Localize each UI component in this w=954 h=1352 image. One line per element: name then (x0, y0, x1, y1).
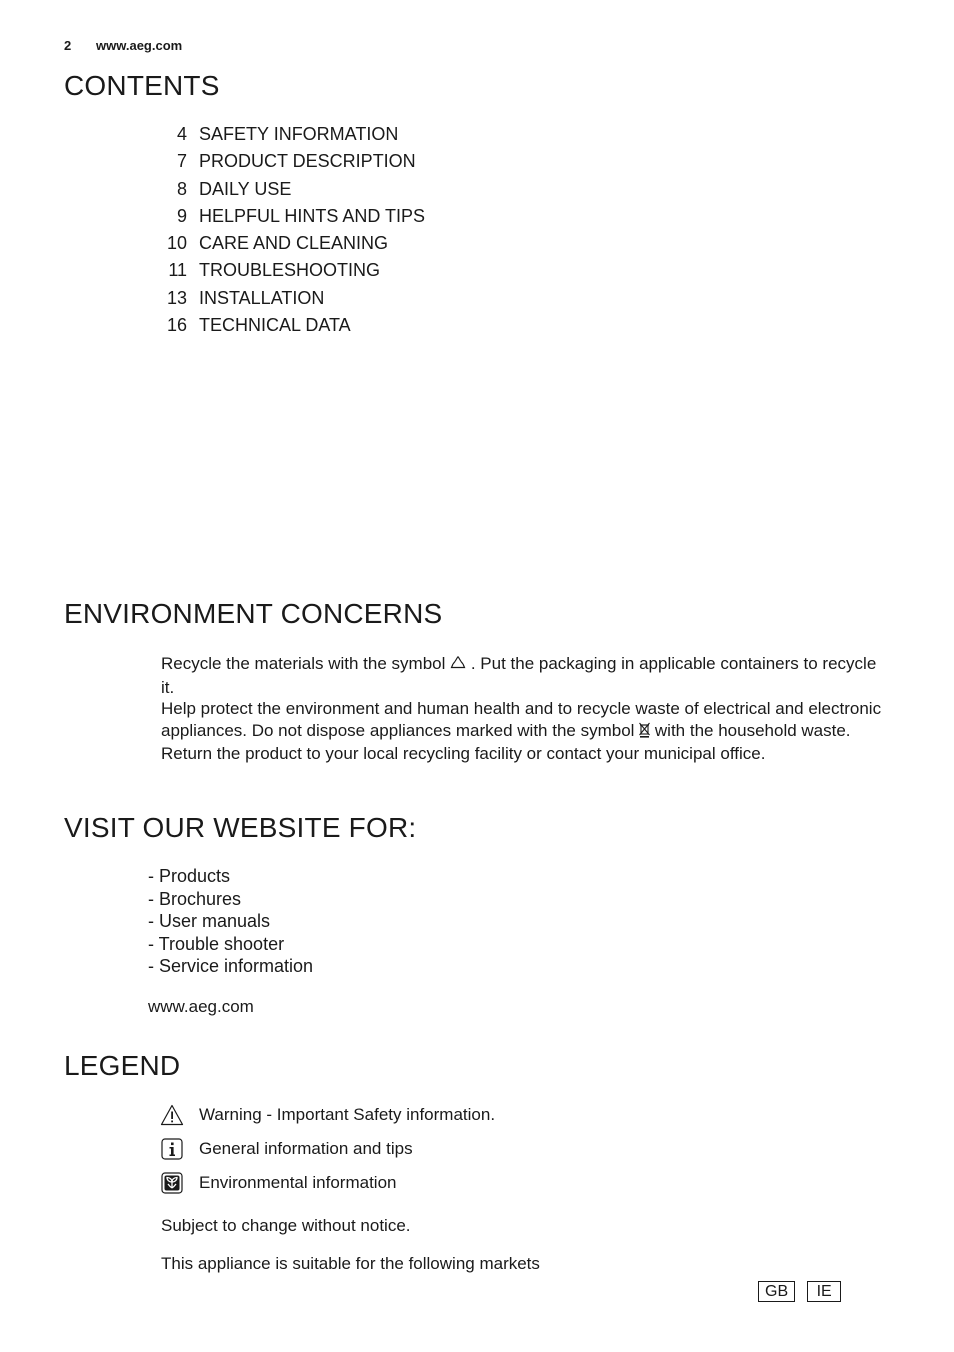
toc-page-number: 10 (166, 233, 187, 254)
legend-title: LEGEND (64, 1050, 181, 1081)
page-header (64, 38, 182, 53)
website-title: VISIT OUR WEBSITE FOR: (64, 812, 417, 843)
legend-item-info (160, 1136, 413, 1162)
list-item: - Service information (148, 956, 314, 976)
change-notice: Subject to change without notice. (161, 1216, 411, 1235)
legend-label: Warning - Important Safety information. (199, 1105, 496, 1124)
warning-icon (160, 1103, 184, 1127)
website-list (148, 865, 313, 978)
toc-item[interactable] (160, 285, 425, 312)
toc-label: CARE AND CLEANING (199, 233, 389, 254)
market-badge: IE (807, 1281, 841, 1302)
page-number: 2 (64, 38, 72, 53)
list-item: - Trouble shooter (148, 933, 285, 954)
markets-list (758, 1281, 841, 1302)
toc-page-number: 11 (168, 260, 187, 281)
legend-label: Environmental information (199, 1173, 397, 1192)
toc-item[interactable] (160, 203, 425, 230)
toc-page-number: 4 (176, 124, 187, 144)
toc-page-number: 16 (166, 315, 187, 336)
toc-item[interactable] (160, 176, 425, 203)
toc-item[interactable] (160, 148, 425, 175)
toc-label: DAILY USE (199, 178, 292, 199)
toc-page-number: 13 (166, 287, 187, 308)
market-badge: GB (758, 1281, 795, 1302)
weee-text-after: with the household waste. Return the product to your local recycling facility or contact your municipal office. (161, 720, 851, 763)
recycle-paragraph (161, 653, 891, 698)
list-item: - Products (148, 866, 231, 886)
environment-icon (160, 1171, 184, 1195)
toc-item[interactable] (160, 121, 425, 148)
recycle-text-before: Recycle the materials with the symbol (161, 654, 446, 673)
toc-label: SAFETY INFORMATION (199, 124, 399, 144)
toc-label: HELPFUL HINTS AND TIPS (199, 205, 426, 226)
toc-page-number: 8 (176, 178, 187, 199)
weee-paragraph (161, 698, 891, 765)
legend-item-environment (160, 1170, 396, 1196)
recycle-icon (450, 655, 466, 677)
toc-label: INSTALLATION (199, 287, 325, 308)
legend-item-warning (160, 1102, 495, 1128)
toc-page-number: 7 (176, 151, 187, 172)
recycle-text-after: . Put the packaging in applicable containers to recycle it. (161, 654, 877, 697)
header-url[interactable]: www.aeg.com (96, 38, 183, 53)
legend-label: General information and tips (199, 1139, 413, 1158)
environment-title: ENVIRONMENT CONCERNS (64, 598, 443, 629)
table-of-contents (160, 121, 425, 339)
contents-title: CONTENTS (64, 70, 220, 101)
crossed-bin-icon (639, 722, 650, 744)
list-item: - User manuals (148, 911, 271, 931)
toc-item[interactable] (160, 312, 425, 339)
weee-text-before: Help protect the environment and human health and to recycle waste of electrical and electronic appliances. Do not dispose appliances marked with the symbol (161, 699, 882, 740)
website-url[interactable]: www.aeg.com (148, 997, 254, 1016)
environment-text (161, 653, 891, 765)
toc-item[interactable] (160, 230, 425, 257)
toc-label: TROUBLESHOOTING (199, 260, 381, 281)
toc-page-number: 9 (176, 205, 187, 226)
toc-item[interactable] (160, 257, 425, 284)
toc-label: PRODUCT DESCRIPTION (199, 151, 416, 172)
list-item: - Brochures (148, 888, 242, 909)
toc-label: TECHNICAL DATA (199, 315, 351, 336)
markets-text: This appliance is suitable for the following markets (161, 1254, 540, 1273)
info-icon (160, 1137, 184, 1161)
